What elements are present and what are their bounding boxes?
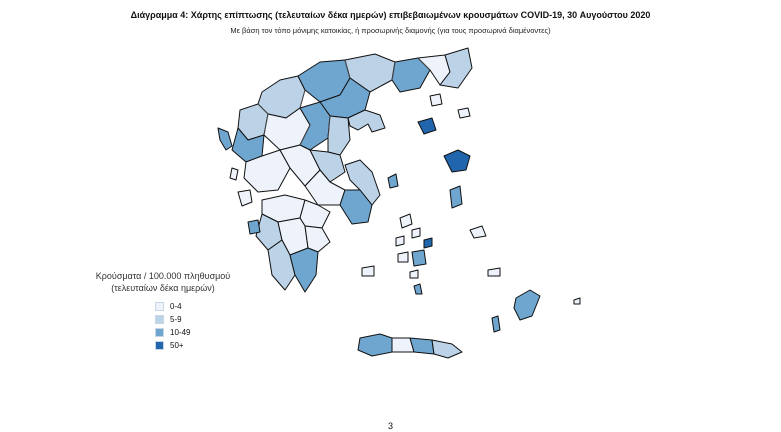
legend-item [155, 326, 238, 339]
legend-swatch [155, 341, 164, 350]
island-skyros [388, 174, 398, 188]
island-rhodes [514, 290, 540, 320]
map-subtitle: Με βάση τον τόπο μόνιμης κατοικίας, ή προσωρινής διαμονής (για τους προσωρινά διαμένοντες) [230, 26, 551, 35]
island-thasos [430, 94, 442, 106]
island-kefalonia [238, 190, 252, 206]
island-lefkada [230, 168, 238, 180]
legend-item [155, 313, 238, 326]
legend-title-line1: Κρούσματα / 100.000 πληθυσμού [95, 271, 231, 281]
island-tinos [412, 228, 420, 238]
island-crete-chania [358, 334, 392, 356]
island-kos [488, 268, 500, 276]
island-andros [400, 214, 412, 228]
island-zakynthos [248, 220, 260, 234]
island-crete-lasithi [432, 340, 462, 358]
island-santorini [414, 284, 422, 294]
legend-label: 0-4 [170, 302, 182, 311]
island-karpathos [492, 316, 500, 332]
island-corfu [218, 128, 232, 150]
island-ios [410, 270, 418, 278]
legend-label: 10-49 [170, 328, 191, 337]
page-number: 3 [387, 421, 393, 431]
map-title: Διάγραμμα 4: Χάρτης επίπτωσης (τελευταίων δέκα ημερών) επιβεβαιωμένων κρουσμάτων COVID-19, 30 Αυγούστου 2020 [130, 10, 651, 20]
legend-item [155, 300, 238, 313]
legend-title-line2: (τελευταίων δέκα ημερών) [111, 283, 215, 293]
island-crete-heraklion [410, 338, 434, 354]
legend [88, 270, 238, 352]
island-paros [398, 252, 408, 262]
island-syros [396, 236, 404, 246]
island-samothraki [458, 108, 470, 118]
island-milos [362, 266, 374, 276]
island-naxos [412, 250, 426, 266]
island-limnos [418, 118, 436, 134]
legend-label: 5-9 [170, 315, 182, 324]
island-chios [450, 186, 462, 208]
legend-swatch [155, 302, 164, 311]
island-mykonos [424, 238, 432, 248]
legend-swatch [155, 328, 164, 337]
island-lesvos [444, 150, 470, 172]
legend-label: 50+ [170, 341, 184, 350]
region-laconia [290, 248, 318, 292]
region-magnesia [328, 116, 350, 155]
legend-items [155, 300, 238, 352]
legend-item [155, 339, 238, 352]
island-samos [470, 226, 486, 238]
island-kastellorizo [574, 298, 580, 304]
legend-swatch [155, 315, 164, 324]
